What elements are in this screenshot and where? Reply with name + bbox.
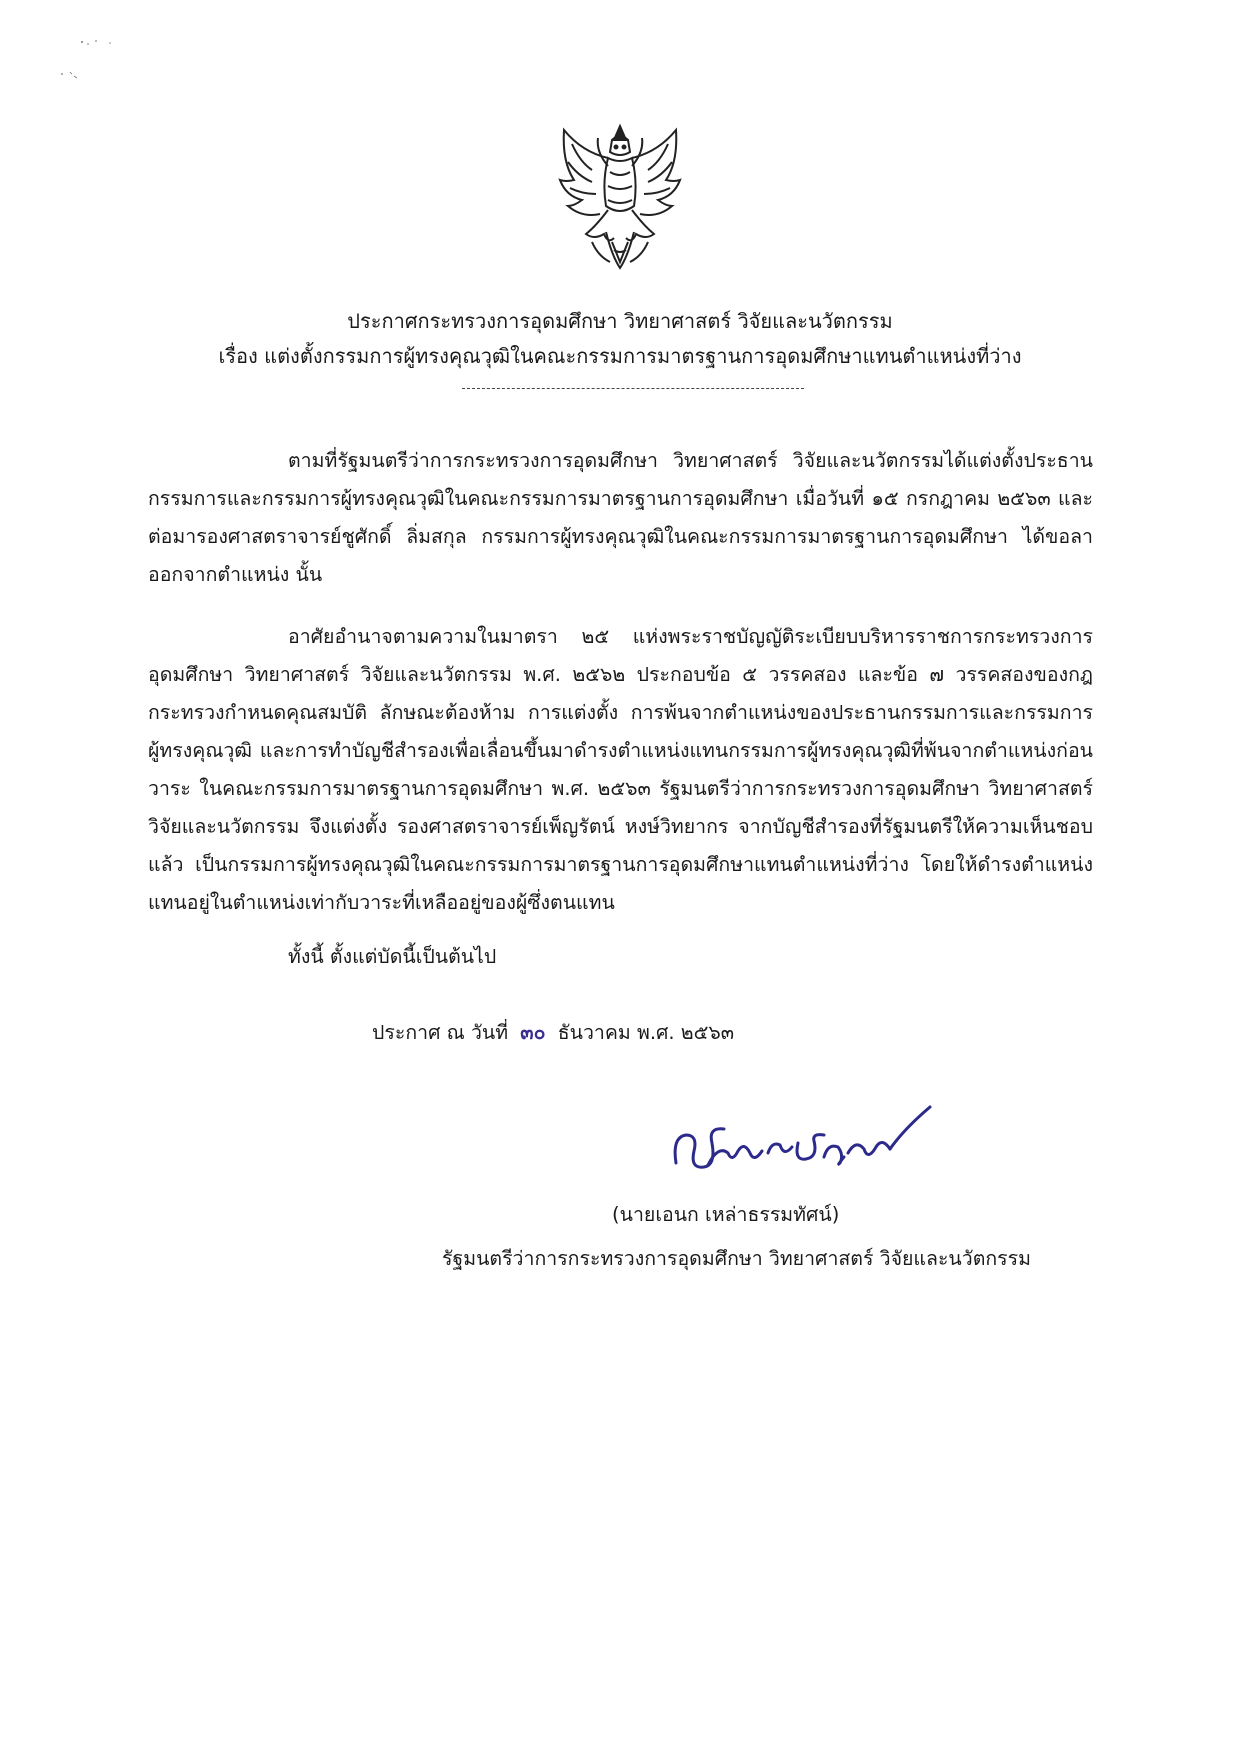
scan-speck-marks xyxy=(60,38,160,98)
body-paragraph-appointment: อาศัยอำนาจตามความในมาตรา ๒๕ แห่งพระราชบัญญัติระเบียบบริหารราชการกระทรวงการอุดมศึกษา วิทยาศาสตร์ วิจัยและนวัตกรรม พ.ศ. ๒๕๖๒ ประกอบข้อ ๕ วรรคสอง และข้อ ๗ วรรคสองของกฎกระทรวงกำหนดคุณสมบัติ ลักษณะต้องห้าม การแต่งตั้ง การพ้นจากตำแหน่งของประธานกรรมการและกรรมการผู้ทรงคุณวุฒิ และการทำบัญชีสำรองเพื่อเลื่อนขึ้นมาดำรงตำแหน่งแทนกรรมการผู้ทรงคุณวุฒิที่พ้นจากตำแหน่งก่อนวาระ ในคณะกรรมการมาตรฐานการอุดมศึกษา พ.ศ. ๒๕๖๓ รัฐมนตรีว่าการกระทรวงการอุดมศึกษา วิทยาศาสตร์ วิจัยและนวัตกรรม จึงแต่งตั้ง รองศาสตราจารย์เพ็ญรัตน์ หงษ์วิทยากร จากบัญชีสำรองที่รัฐมนตรีให้ความเห็นชอบแล้ว เป็นกรรมการผู้ทรงคุณวุฒิในคณะกรรมการมาตรฐานการอุดมศึกษาแทนตำแหน่งที่ว่าง โดยให้ดำรงตำแหน่งแทนอยู่ในตำแหน่งเท่ากับวาระที่เหลืออยู่ของผู้ซึ่งตนแทน xyxy=(148,625,1093,914)
date-month-year: ธันวาคม พ.ศ. ๒๕๖๓ xyxy=(557,1021,735,1044)
announcement-subject: เรื่อง แต่งตั้งกรรมการผู้ทรงคุณวุฒิในคณะกรรมการมาตรฐานการอุดมศึกษาแทนตำแหน่งที่ว่าง xyxy=(218,344,1022,368)
title-divider xyxy=(462,388,804,389)
announcement-title: ประกาศกระทรวงการอุดมศึกษา วิทยาศาสตร์ วิจัยและนวัตกรรม xyxy=(347,309,893,333)
handwritten-signature xyxy=(668,1093,948,1193)
date-day: ๓๐ xyxy=(520,1021,546,1044)
body-paragraph-background: ตามที่รัฐมนตรีว่าการกระทรวงการอุดมศึกษา วิทยาศาสตร์ วิจัยและนวัตกรรมได้แต่งตั้งประธานกรรมการและกรรมการผู้ทรงคุณวุฒิในคณะกรรมการมาตรฐานการอุดมศึกษา เมื่อวันที่ ๑๕ กรกฎาคม ๒๕๖๓ และต่อมารองศาสตราจารย์ชูศักดิ์ ลิ่มสกุล กรรมการผู้ทรงคุณวุฒิในคณะกรรมการมาตรฐานการอุดมศึกษา ได้ขอลาออกจากตำแหน่ง นั้น xyxy=(148,449,1093,586)
announcement-date xyxy=(372,1018,734,1048)
body-paragraph-effective: ทั้งนี้ ตั้งแต่บัดนี้เป็นต้นไป xyxy=(288,945,497,968)
garuda-emblem-icon xyxy=(552,122,688,272)
signer-title: รัฐมนตรีว่าการกระทรวงการอุดมศึกษา วิทยาศาสตร์ วิจัยและนวัตกรรม xyxy=(442,1247,1031,1270)
date-prefix: ประกาศ ณ วันที่ xyxy=(372,1021,509,1044)
signer-name: (นายเอนก เหล่าธรรมทัศน์) xyxy=(612,1203,840,1226)
